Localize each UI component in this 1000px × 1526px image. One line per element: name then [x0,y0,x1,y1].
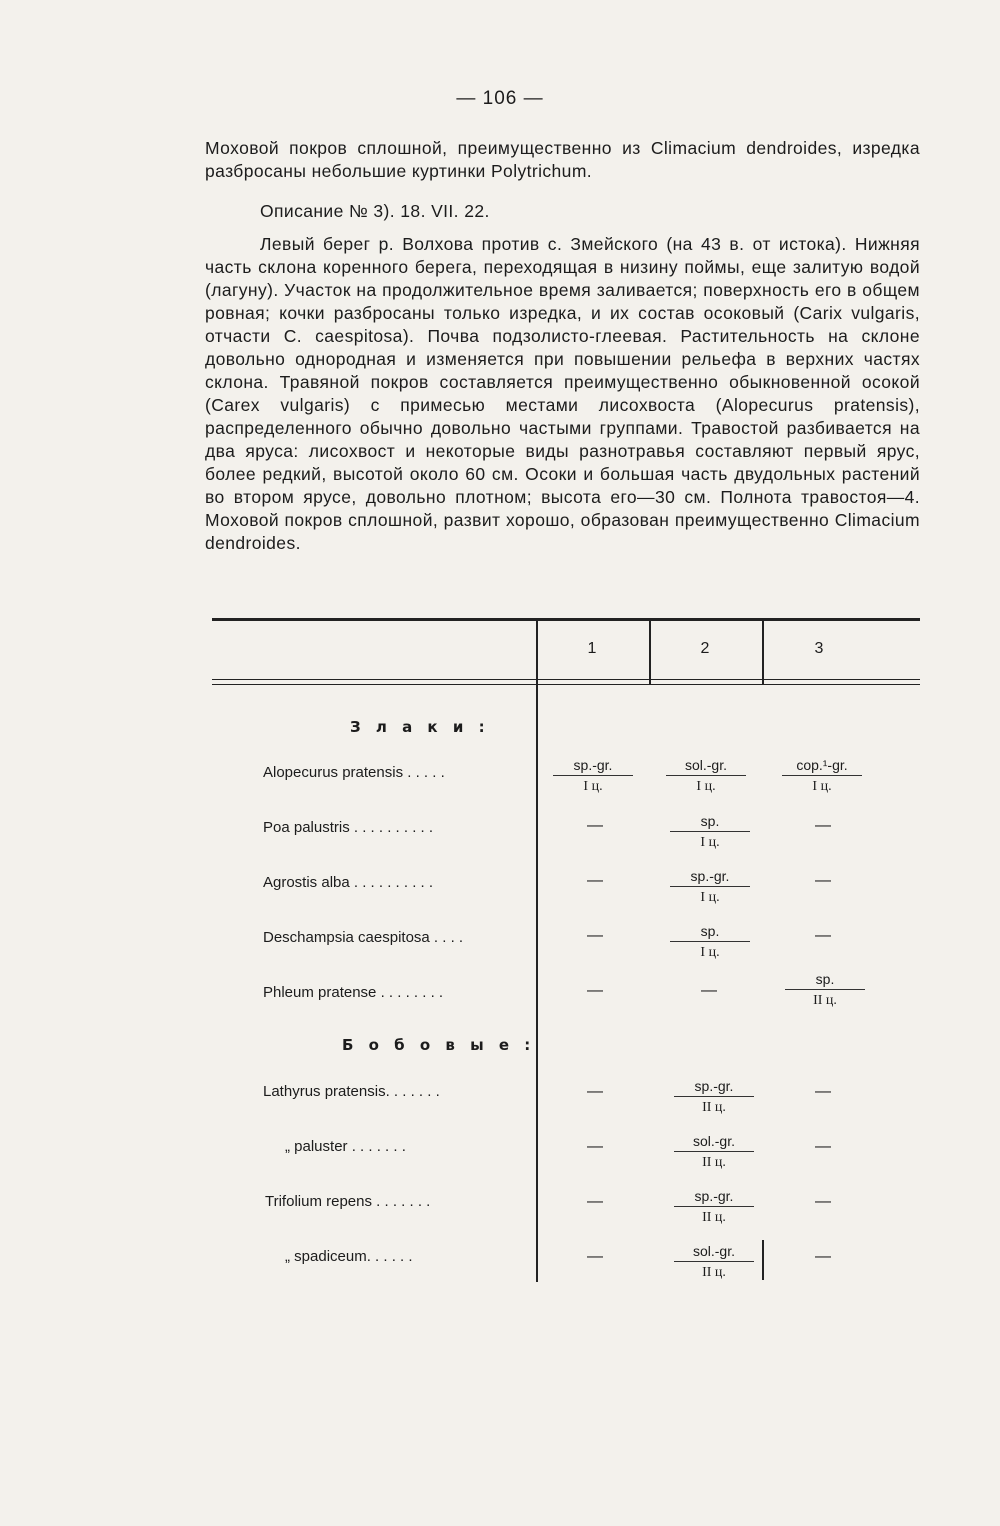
row-label-deschampsia: Deschampsia caespitosa . . . . [263,929,464,946]
column-divider-2-lower [762,1240,764,1280]
cell-poa-2: sp. I ц. [670,812,750,852]
column-header-3: 3 [814,640,824,657]
row-label-lathyrus: Lathyrus pratensis. . . . . . . [263,1083,440,1100]
table-header-rule [212,679,920,680]
dash-spadiceum-1: — [587,1248,603,1265]
dash-trifolium-3: — [815,1193,831,1210]
section-grasses: З л а к и : [350,718,490,736]
description-heading: Описание № 3). 18. VII. 22. [260,201,490,221]
dash-agrostis-1: — [587,872,603,889]
cell-phleum-3: sp. II ц. [785,970,865,1010]
cell-deschampsia-2: sp. I ц. [670,922,750,962]
dash-lathyrus-3: — [815,1083,831,1100]
row-label-trifolium-spadiceum: „ spadiceum. . . . . . [285,1248,413,1265]
cell-agrostis-2: sp.-gr. I ц. [670,867,750,907]
cell-lathyrus-2: sp.-gr. II ц. [674,1077,754,1117]
dash-deschampsia-1: — [587,927,603,944]
cell-alopecurus-1: sp.-gr. I ц. [553,756,633,796]
column-divider-2 [762,620,764,685]
page-number: — 106 — [456,88,544,109]
column-header-2: 2 [700,640,710,657]
cell-paluster-2: sol.-gr. II ц. [674,1132,754,1172]
cell-alopecurus-3: cop.¹-gr. I ц. [782,756,862,796]
column-divider-0 [536,620,538,1282]
dash-deschampsia-3: — [815,927,831,944]
dash-poa-1: — [587,817,603,834]
paragraph-moss-cover: Моховой покров сплошной, преимущественно из Climacium dendroides, изредка разбросаны небольшие куртинки Polytrichum. [205,138,920,181]
dash-poa-3: — [815,817,831,834]
column-divider-1 [649,620,651,685]
cell-trifolium-2: sp.-gr. II ц. [674,1187,754,1227]
dash-spadiceum-3: — [815,1248,831,1265]
dash-paluster-3: — [815,1138,831,1155]
row-label-alopecurus: Alopecurus pratensis . . . . . [263,764,445,781]
row-label-trifolium: Trifolium repens . . . . . . . [265,1193,431,1210]
dash-paluster-1: — [587,1138,603,1155]
row-label-poa: Poa palustris . . . . . . . . . . [263,819,434,836]
column-header-1: 1 [587,640,597,657]
paragraph-site-description: Левый берег р. Волхова против с. Змейского (на 43 в. от истока). Нижняя часть склона коренного берега, переходящая в низину поймы, еще залитую водой (лагуну). Участок на продолжительное время заливается; поверхность его в общем ровная; кочки разбросаны только изредка, и их состав осоковый (Carix vulgaris, отчасти С. caespitosa). Почва подзолисто-глеевая. Растительность на склоне довольно однородная и изменяется при повышении рельефа в верхних частях склона. Травяной покров составляется преимущественно обыкновенной осокой (Carex vulgaris) с примесью местами лисохвоста (Alopecurus pratensis), распределенного обычно довольно частыми группами. Травостой разбивается на два яруса: лисохвост и некоторые виды разнотравья составляют первый ярус, более редкий, высотой около 60 см. Осоки и большая часть двудольных растений во втором ярусе, довольно плотном; высота его—30 см. Полнота травостоя—4. Моховой покров сплошной, развит хорошо, образован преимущественно Climacium dendroides. [205,234,920,553]
dash-trifolium-1: — [587,1193,603,1210]
dash-phleum-2: — [701,982,717,999]
cell-spadiceum-2: sol.-gr. II ц. [674,1242,754,1282]
dash-phleum-1: — [587,982,603,999]
cell-alopecurus-2: sol.-gr. I ц. [666,756,746,796]
dash-lathyrus-1: — [587,1083,603,1100]
section-legumes: Б о б о в ы е : [342,1036,536,1054]
table-header-rule-2 [212,684,920,685]
row-label-phleum: Phleum pratense . . . . . . . . [263,984,444,1001]
dash-agrostis-3: — [815,872,831,889]
row-label-lathyrus-paluster: „ paluster . . . . . . . [285,1138,406,1155]
table-top-rule [212,618,920,621]
row-label-agrostis: Agrostis alba . . . . . . . . . . [263,874,434,891]
